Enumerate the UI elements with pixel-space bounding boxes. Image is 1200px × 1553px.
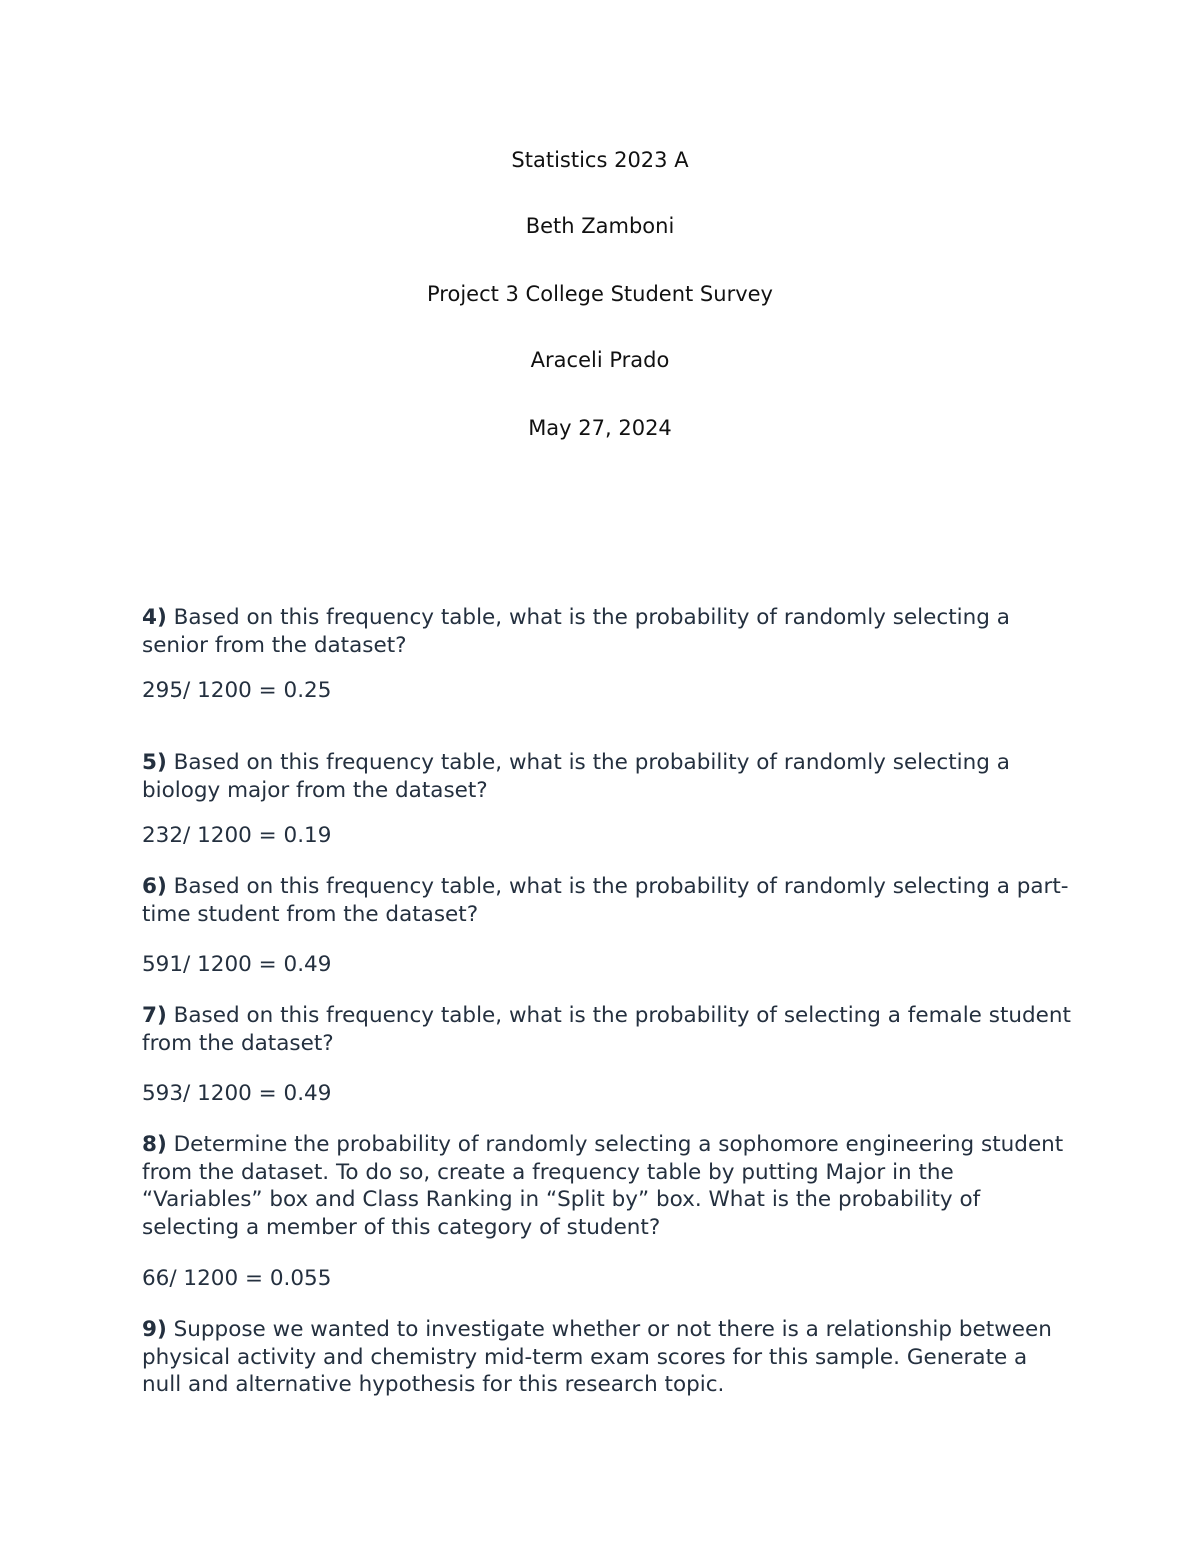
question-number: 8) xyxy=(142,1132,167,1157)
question-7 xyxy=(142,1002,1072,1057)
answer-4: 295/ 1200 = 0.25 xyxy=(142,678,332,703)
question-number: 7) xyxy=(142,1003,167,1028)
question-number: 5) xyxy=(142,750,167,775)
question-text: Based on this frequency table, what is the probability of randomly selecting a senior from the dataset? xyxy=(142,605,1010,658)
question-9 xyxy=(142,1316,1072,1399)
question-number: 4) xyxy=(142,605,167,630)
question-text: Determine the probability of randomly selecting a sophomore engineering student from the dataset. To do so, create a frequency table by putting Major in the “Variables” box and Class Ranking in “Split by” box. What is the probability of selecting a member of this category of student? xyxy=(142,1132,1064,1240)
project-title: Project 3 College Student Survey xyxy=(427,282,773,306)
submission-date: May 27, 2024 xyxy=(528,416,672,440)
answer-6: 591/ 1200 = 0.49 xyxy=(142,952,332,977)
instructor-name: Beth Zamboni xyxy=(525,214,675,238)
answer-8: 66/ 1200 = 0.055 xyxy=(142,1266,332,1291)
course-title: Statistics 2023 A xyxy=(511,148,689,172)
answer-7: 593/ 1200 = 0.49 xyxy=(142,1081,332,1106)
question-8 xyxy=(142,1131,1072,1241)
question-text: Based on this frequency table, what is the probability of randomly selecting a part-time student from the dataset? xyxy=(142,874,1069,927)
question-6 xyxy=(142,873,1072,928)
question-text: Based on this frequency table, what is the probability of randomly selecting a biology major from the dataset? xyxy=(142,750,1010,803)
question-text: Based on this frequency table, what is the probability of selecting a female student from the dataset? xyxy=(142,1003,1071,1056)
student-name: Araceli Prado xyxy=(530,348,670,372)
question-text: Suppose we wanted to investigate whether or not there is a relationship between physical activity and chemistry mid-term exam scores for this sample. Generate a null and alternative hypothesis for this research topic. xyxy=(142,1317,1052,1397)
question-number: 9) xyxy=(142,1317,167,1342)
question-5 xyxy=(142,749,1072,804)
answer-5: 232/ 1200 = 0.19 xyxy=(142,823,332,848)
question-number: 6) xyxy=(142,874,167,899)
question-4 xyxy=(142,604,1072,659)
